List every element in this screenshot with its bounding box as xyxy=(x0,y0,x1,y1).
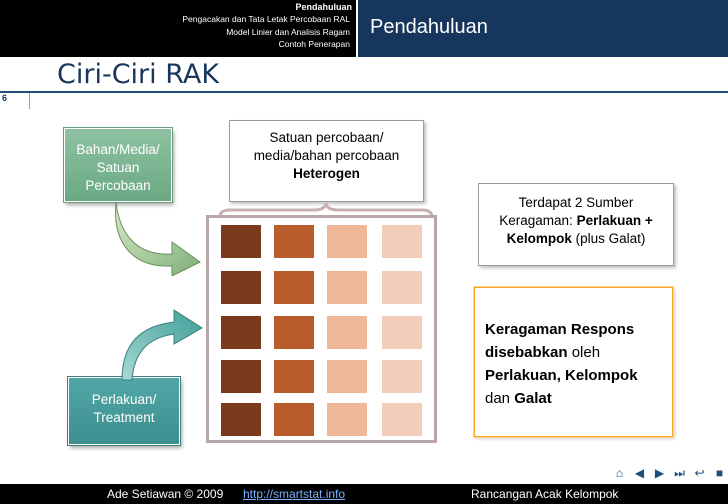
nav-item-contoh[interactable]: Contoh Penerapan xyxy=(278,39,350,49)
experimental-unit-cell xyxy=(327,360,367,393)
experimental-unit-cell xyxy=(221,225,261,258)
perlakuan-box xyxy=(68,377,180,445)
experimental-unit-cell xyxy=(274,403,314,436)
perlakuan-line-1: Perlakuan/ xyxy=(91,392,157,407)
respons-line-3: Perlakuan, Kelompok xyxy=(485,367,638,384)
respons-line-2 xyxy=(485,341,662,364)
experimental-unit-cell xyxy=(327,316,367,349)
experimental-unit-cell xyxy=(382,403,422,436)
experimental-unit-cell xyxy=(221,271,261,304)
section-title: Pendahuluan xyxy=(370,16,488,38)
satuan-heterogen-callout xyxy=(229,120,424,202)
satuan-line-2: media/bahan percobaan xyxy=(253,148,400,163)
experimental-unit-cell xyxy=(327,403,367,436)
experimental-unit-cell xyxy=(382,271,422,304)
respons-line-4-text: dan xyxy=(485,390,515,407)
nav-section-label[interactable]: Pendahuluan xyxy=(295,2,352,12)
media-line-3: Percobaan xyxy=(85,178,151,193)
last-slide-icon[interactable]: ⏭ xyxy=(674,465,685,480)
experimental-unit-cell xyxy=(382,360,422,393)
next-arrow-icon[interactable]: ▶ xyxy=(654,465,665,480)
home-icon[interactable]: ⌂ xyxy=(615,465,624,480)
experimental-unit-cell xyxy=(221,360,261,393)
sumber-line-3 xyxy=(479,230,673,248)
experimental-unit-cell xyxy=(221,403,261,436)
nav-item-pengacakan[interactable]: Pengacakan dan Tata Letak Percobaan RAL xyxy=(182,14,350,24)
media-line-2: Satuan xyxy=(96,160,140,175)
respons-line-4-bold: Galat xyxy=(514,390,552,407)
sumber-line-3-text: (plus Galat) xyxy=(571,231,646,246)
experimental-unit-cell xyxy=(327,225,367,258)
slide-title: Ciri-Ciri RAK xyxy=(57,59,220,90)
sumber-line-3-bold: Kelompok xyxy=(506,231,572,246)
slide-navigation xyxy=(612,462,727,484)
keragaman-respons-callout xyxy=(474,287,673,437)
satuan-line-1: Satuan percobaan/ xyxy=(269,130,384,145)
experimental-unit-cell xyxy=(382,316,422,349)
sumber-line-2-text: Keragaman: xyxy=(499,213,577,228)
respons-line-2-text: oleh xyxy=(567,344,601,361)
respons-line-4 xyxy=(485,387,662,410)
curved-arrow-media-icon xyxy=(110,198,205,276)
end-icon[interactable]: ■ xyxy=(715,465,724,480)
previous-arrow-icon[interactable]: ◀ xyxy=(634,465,645,480)
slide-number-rule xyxy=(0,91,728,93)
experimental-unit-cell xyxy=(327,271,367,304)
experimental-unit-cell xyxy=(221,316,261,349)
satuan-line-3: Heterogen xyxy=(293,166,360,181)
footer-author: Ade Setiawan © 2009 xyxy=(107,487,224,501)
nav-item-model[interactable]: Model Linier dan Analisis Ragam xyxy=(226,26,350,37)
header-nav-panel xyxy=(0,0,356,57)
experimental-unit-cell xyxy=(274,360,314,393)
sumber-line-1: Terdapat 2 Sumber xyxy=(518,195,634,210)
footer-link[interactable]: http://smartstat.info xyxy=(243,487,346,501)
sumber-line-2-bold: Perlakuan + xyxy=(576,213,653,228)
return-icon[interactable]: ↩ xyxy=(694,465,705,480)
experimental-unit-cell xyxy=(274,225,314,258)
experimental-unit-cell xyxy=(274,271,314,304)
media-line-1: Bahan/Media/ xyxy=(76,142,160,157)
footer-bar xyxy=(0,484,728,504)
experimental-unit-cell xyxy=(382,225,422,258)
experimental-unit-cell xyxy=(274,316,314,349)
sumber-keragaman-callout xyxy=(478,183,674,266)
media-box xyxy=(64,128,172,202)
sumber-line-2 xyxy=(479,212,673,230)
curved-arrow-perlakuan-icon xyxy=(116,298,206,382)
respons-line-1: Keragaman Respons xyxy=(485,321,635,338)
respons-line-2-bold: disebabkan xyxy=(485,344,568,361)
nav-outline xyxy=(182,13,350,51)
footer-topic: Rancangan Acak Kelompok xyxy=(471,487,619,501)
header-section-panel xyxy=(358,0,728,57)
perlakuan-line-2: Treatment xyxy=(93,410,155,425)
slide-number: 6 xyxy=(0,93,30,109)
